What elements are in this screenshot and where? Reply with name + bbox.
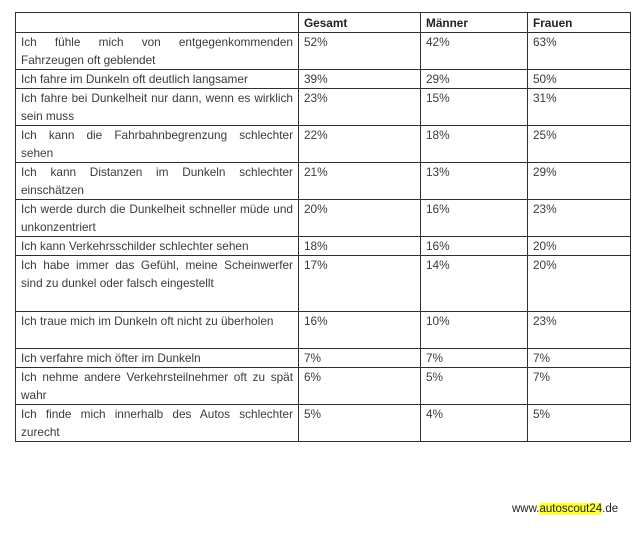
maenner-cell: 4% [421,405,528,442]
frauen-cell: 7% [528,368,631,405]
frauen-cell: 7% [528,349,631,368]
frauen-cell: 25% [528,126,631,163]
maenner-cell: 16% [421,237,528,256]
table-row [16,163,631,200]
table-row [16,237,631,256]
source-suffix: .de [602,503,619,515]
gesamt-cell: 39% [299,70,421,89]
table-row [16,70,631,89]
maenner-cell: 10% [421,312,528,349]
table-row [16,126,631,163]
frauen-cell: 23% [528,200,631,237]
frauen-cell: 29% [528,163,631,200]
gesamt-cell: 16% [299,312,421,349]
maenner-cell: 13% [421,163,528,200]
gesamt-cell: 21% [299,163,421,200]
gesamt-cell: 5% [299,405,421,442]
gesamt-cell: 7% [299,349,421,368]
question-cell: Ich fahre im Dunkeln oft deutlich langsamer [16,70,299,89]
gesamt-cell: 52% [299,33,421,70]
header-maenner: Männer [421,13,528,33]
frauen-cell: 5% [528,405,631,442]
table-row [16,405,631,442]
maenner-cell: 15% [421,89,528,126]
maenner-cell: 29% [421,70,528,89]
source-link[interactable] [512,503,618,515]
table-row [16,89,631,126]
frauen-cell: 31% [528,89,631,126]
gesamt-cell: 23% [299,89,421,126]
question-cell: Ich kann die Fahrbahnbegrenzung schlechter sehen [16,126,299,163]
frauen-cell: 63% [528,33,631,70]
header-question [16,13,299,33]
frauen-cell: 20% [528,237,631,256]
frauen-cell: 50% [528,70,631,89]
gesamt-cell: 6% [299,368,421,405]
gesamt-cell: 17% [299,256,421,312]
question-cell: Ich fühle mich von entgegenkommenden Fahrzeugen oft geblendet [16,33,299,70]
maenner-cell: 5% [421,368,528,405]
question-cell: Ich werde durch die Dunkelheit schneller müde und unkonzentriert [16,200,299,237]
survey-table [15,12,631,442]
table-row [16,33,631,70]
header-gesamt: Gesamt [299,13,421,33]
maenner-cell: 18% [421,126,528,163]
table-row [16,200,631,237]
gesamt-cell: 22% [299,126,421,163]
question-cell: Ich verfahre mich öfter im Dunkeln [16,349,299,368]
table-row [16,368,631,405]
header-row [16,13,631,33]
maenner-cell: 14% [421,256,528,312]
table-row [16,312,631,349]
question-cell: Ich traue mich im Dunkeln oft nicht zu überholen [16,312,299,349]
maenner-cell: 42% [421,33,528,70]
header-frauen: Frauen [528,13,631,33]
table-body [16,33,631,442]
source-highlight: autoscout24 [539,503,603,515]
question-cell: Ich finde mich innerhalb des Autos schlechter zurecht [16,405,299,442]
gesamt-cell: 18% [299,237,421,256]
table-row [16,256,631,312]
question-cell: Ich nehme andere Verkehrsteilnehmer oft zu spät wahr [16,368,299,405]
table-row [16,349,631,368]
frauen-cell: 20% [528,256,631,312]
frauen-cell: 23% [528,312,631,349]
question-cell: Ich habe immer das Gefühl, meine Scheinwerfer sind zu dunkel oder falsch eingestellt [16,256,299,312]
question-cell: Ich fahre bei Dunkelheit nur dann, wenn es wirklich sein muss [16,89,299,126]
maenner-cell: 7% [421,349,528,368]
maenner-cell: 16% [421,200,528,237]
source-prefix: www. [512,503,540,515]
question-cell: Ich kann Distanzen im Dunkeln schlechter einschätzen [16,163,299,200]
question-cell: Ich kann Verkehrsschilder schlechter sehen [16,237,299,256]
gesamt-cell: 20% [299,200,421,237]
